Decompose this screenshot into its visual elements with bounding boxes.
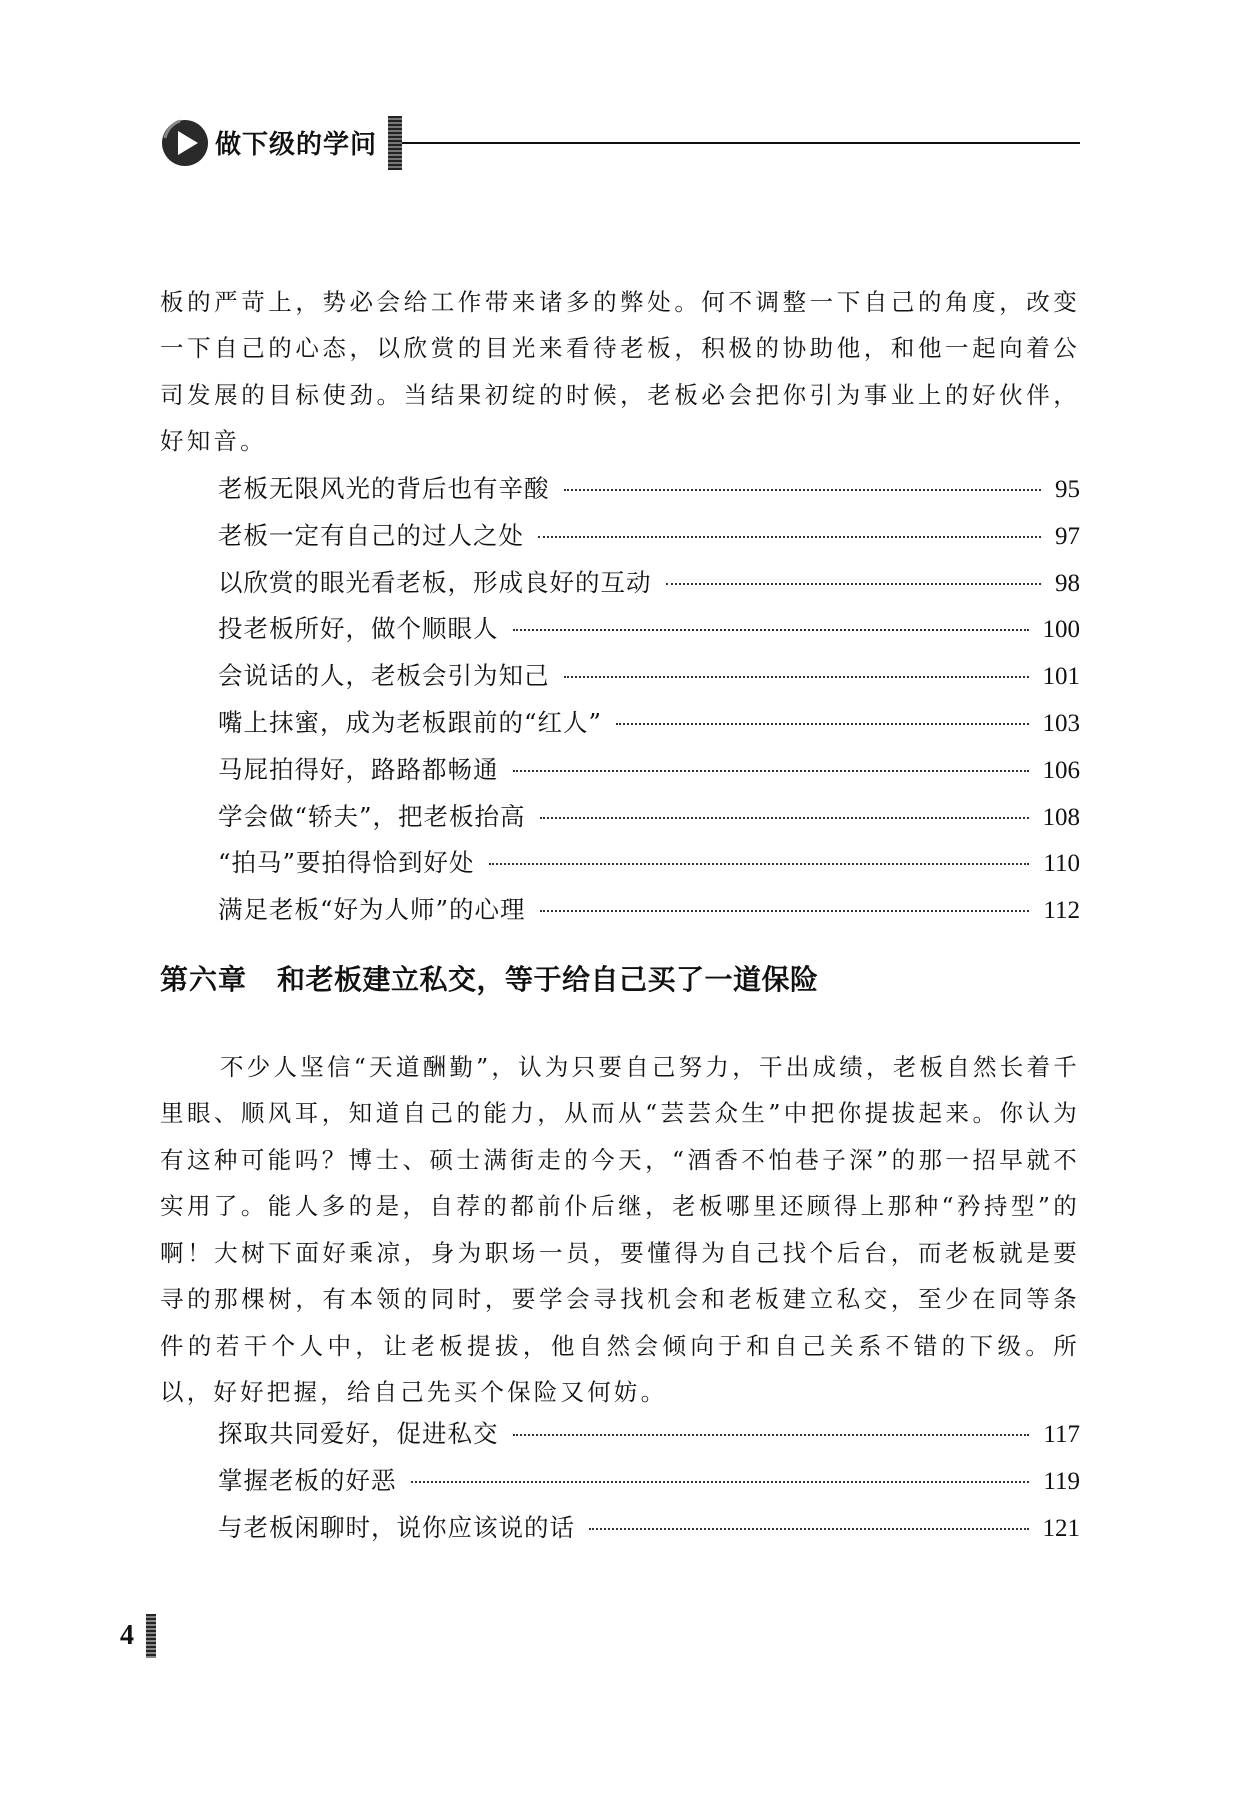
toc-leader-dots [540,817,1029,819]
toc-leader-dots [513,770,1029,772]
toc-entry-page: 119 [1043,1467,1080,1495]
toc-entry-title: 学会做“轿夫”，把老板抬高 [218,801,526,831]
toc-leader-dots [489,863,1030,865]
toc-entry-title: “拍马”要拍得恰到好处 [218,848,475,878]
toc-entry-title: 探取共同爱好，促进私交 [218,1419,499,1448]
toc-entry[interactable] [218,1462,1080,1509]
toc-list [218,470,1080,938]
toc-list [218,1415,1080,1555]
toc-entry[interactable] [218,751,1080,798]
toc-entry-title: 嘴上抹蜜，成为老板跟前的“红人” [218,707,603,737]
toc-entry-page: 112 [1043,897,1080,925]
toc-entry[interactable] [218,704,1080,751]
toc-entry[interactable] [218,564,1080,611]
toc-entry-page: 110 [1043,850,1080,878]
toc-leader-dots [666,583,1042,585]
toc-entry-page: 108 [1042,803,1080,831]
page-number: 4 [120,1620,134,1651]
toc-entry-title: 会说话的人，老板会引为知己 [218,661,550,691]
toc-entry-title: 马屁拍得好，路路都畅通 [218,754,499,784]
toc-entry-page: 117 [1043,1421,1080,1448]
header-decorative-bar [388,116,402,170]
toc-leader-dots [564,676,1029,678]
toc-entry-title: 老板一定有自己的过人之处 [218,520,524,550]
toc-leader-dots [540,910,1030,912]
toc-entry-title: 以欣赏的眼光看老板，形成良好的互动 [218,567,652,597]
toc-leader-dots [538,536,1041,538]
toc-entry-page: 95 [1055,476,1080,503]
play-arrow-icon [160,118,210,168]
running-header [160,112,1080,174]
toc-entry-page: 103 [1042,709,1080,737]
toc-entry[interactable] [218,798,1080,845]
toc-entry-page: 98 [1055,569,1080,597]
footer-decorative-bar [146,1614,156,1658]
toc-leader-dots [513,629,1029,631]
chapter-intro-paragraph: 不少人坚信“天道酬勤”，认为只要自己努力，干出成绩，老板自然长着千里眼、顺风耳，知道自己的能力，从而从“芸芸众生”中把你提拔起来。你认为有这种可能吗？博士、硕士满街走的今天，“酒香不怕巷子深”的那一招早就不实用了。能人多的是，自荐的都前仆后继，老板哪里还顾得上那种“矜持型”的啊！大树下面好乘凉，身为职场一员，要懂得为自己找个后台，而老板就是要寻的那棵树，有本领的同时，要学会寻找机会和老板建立私交，至少在同等条件的若干个人中，让老板提拔，他自然会倾向于和自己关系不错的下级。所以，好好把握，给自己先买个保险又何妨。 [160,1052,1080,1406]
toc-entry-page: 106 [1042,756,1080,784]
toc-entry[interactable] [218,657,1080,704]
section-intro-paragraph: 板的严苛上，势必会给工作带来诸多的弊处。何不调整一下自己的角度，改变一下自己的心态，以欣赏的目光来看待老板，积极的协助他，和他一起向着公司发展的目标使劲。当结果初绽的时候，老板必会把你引为事业上的好伙伴，好知音。 [160,287,1080,455]
toc-entry[interactable] [218,844,1080,891]
toc-entry-title: 老板无限风光的背后也有辛酸 [218,474,550,503]
toc-leader-dots [513,1434,1030,1436]
toc-entry[interactable] [218,1509,1080,1556]
toc-leader-dots [616,723,1028,725]
chapter-heading[interactable] [160,958,1080,998]
toc-entry-title: 投老板所好，做个顺眼人 [218,614,499,644]
toc-entry-title: 与老板闲聊时，说你应该说的话 [218,1512,575,1542]
toc-entry[interactable] [218,891,1080,938]
toc-entry[interactable] [218,470,1080,517]
toc-entry-title: 掌握老板的好恶 [218,1465,397,1495]
toc-entry-page: 100 [1042,616,1080,644]
toc-entry-page: 97 [1055,522,1080,550]
chapter-number: 第六章 [160,963,248,996]
toc-entry[interactable] [218,1415,1080,1462]
book-title: 做下级的学问 [215,130,378,160]
toc-leader-dots [589,1528,1029,1530]
toc-entry-title: 满足老板“好为人师”的心理 [218,895,526,925]
toc-leader-dots [411,1481,1030,1483]
toc-entry[interactable] [218,610,1080,657]
chapter-title: 和老板建立私交，等于给自己买了一道保险 [277,963,819,996]
toc-leader-dots [564,489,1042,491]
toc-entry-page: 101 [1042,663,1080,691]
header-rule [402,142,1080,144]
toc-entry[interactable] [218,517,1080,564]
toc-entry-page: 121 [1042,1514,1080,1542]
